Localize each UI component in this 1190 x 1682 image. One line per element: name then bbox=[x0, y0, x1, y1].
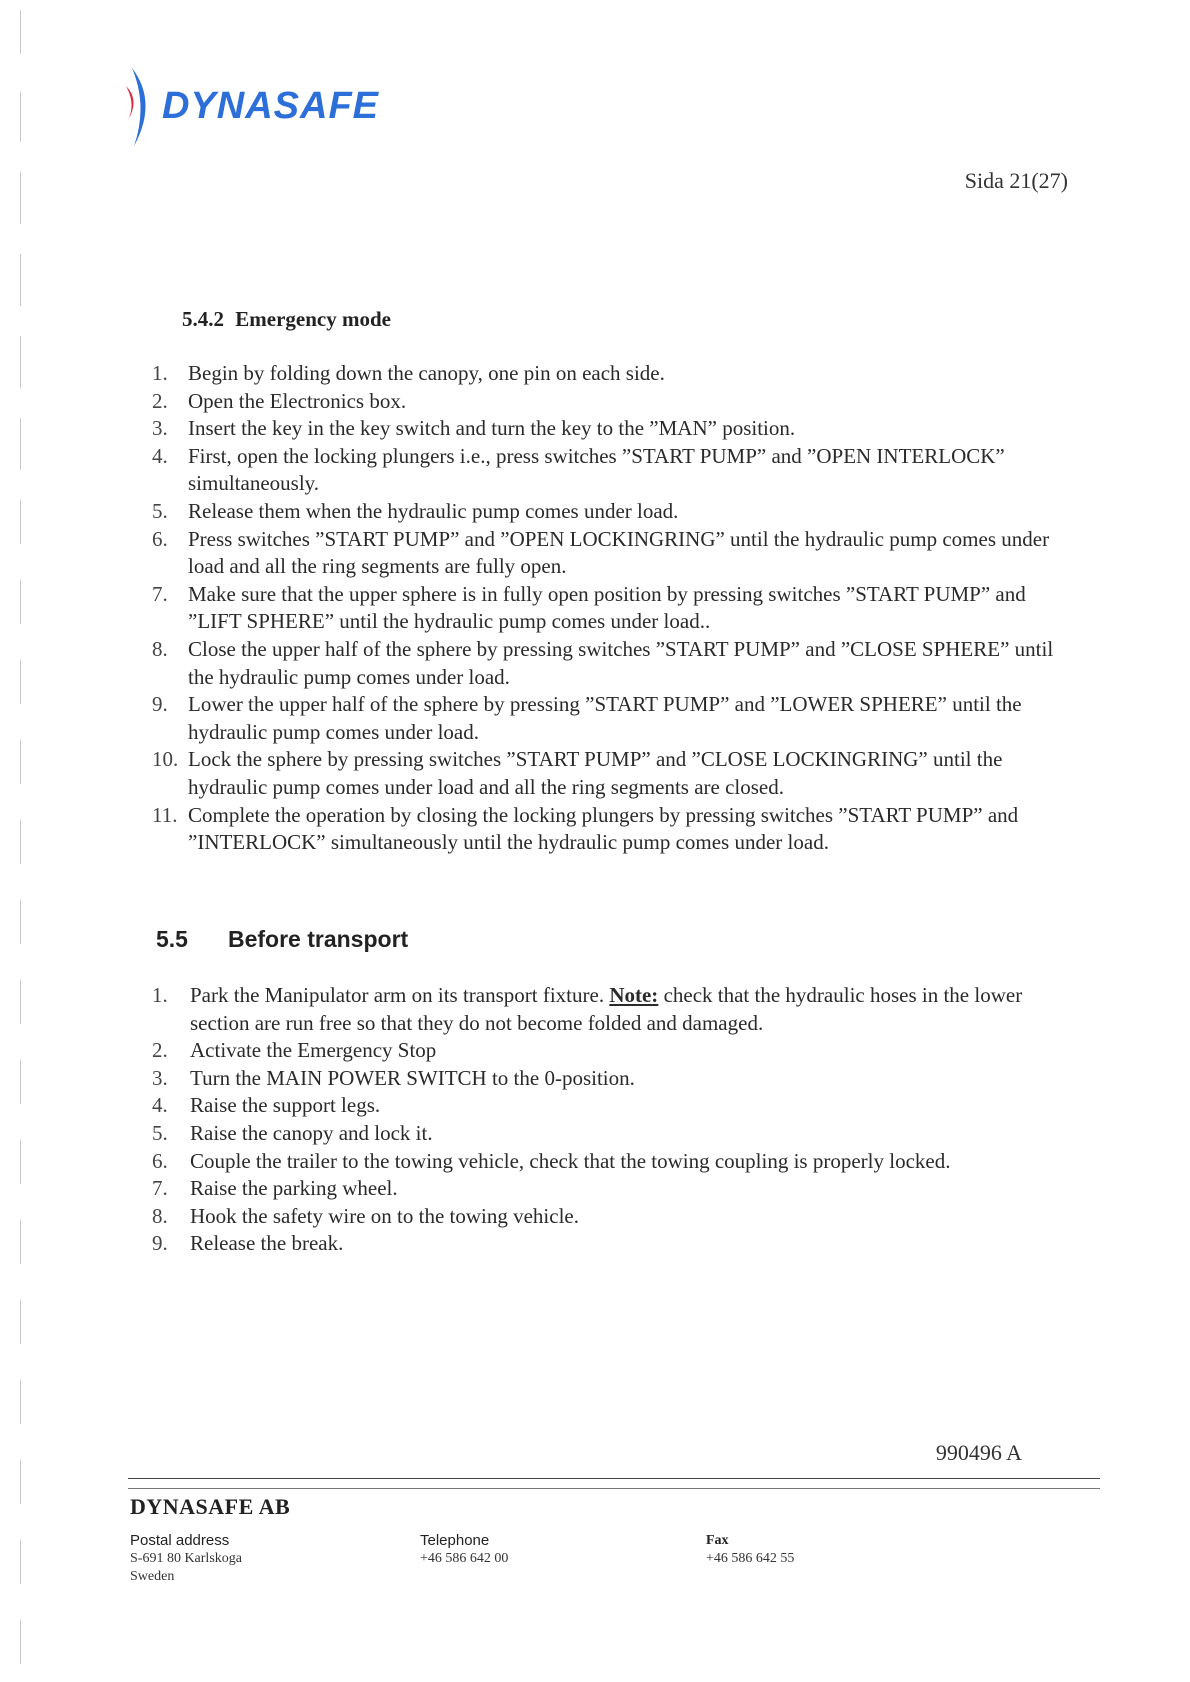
section-number: 5.5 bbox=[156, 926, 188, 952]
dynasafe-swoosh-icon bbox=[118, 60, 158, 152]
step-text: Lower the upper half of the sphere by pressing ”START PUMP” and ”LOWER SPHERE” until the hydraulic pump comes under load. bbox=[188, 692, 1022, 744]
step-number: 7. bbox=[152, 1176, 168, 1201]
step-text: Activate the Emergency Stop bbox=[190, 1038, 437, 1063]
logo-text: DYNASAFE bbox=[162, 84, 380, 127]
step-number: 9. bbox=[152, 1231, 168, 1256]
step-number: 4. bbox=[152, 1093, 168, 1118]
step-text-before-note: Park the Manipulator arm on its transport fixture. bbox=[190, 983, 605, 1007]
transport-steps-list bbox=[152, 982, 1082, 1258]
step-text: Press switches ”START PUMP” and ”OPEN LOCKINGRING” until the hydraulic pump comes under load and all the ring segments are fully open. bbox=[188, 526, 1050, 579]
step-number: 3. bbox=[152, 1065, 168, 1090]
list-item bbox=[152, 802, 1082, 857]
fax-value: +46 586 642 55 bbox=[706, 1551, 795, 1566]
document-code: 990496 A bbox=[935, 1440, 1022, 1465]
step-text: Release the break. bbox=[190, 1231, 344, 1256]
step-text: Release them when the hydraulic pump comes under load. bbox=[188, 498, 679, 523]
step-number: 6. bbox=[152, 526, 168, 551]
emergency-steps-list bbox=[152, 360, 1082, 857]
step-number: 7. bbox=[152, 581, 168, 606]
list-item bbox=[152, 1148, 1082, 1176]
step-number: 5. bbox=[152, 1120, 168, 1145]
step-text: Raise the canopy and lock it. bbox=[190, 1120, 433, 1145]
section-heading-emergency bbox=[182, 307, 391, 332]
telephone-label: Telephone bbox=[420, 1532, 490, 1549]
section-number: 5.4.2 bbox=[182, 307, 224, 331]
step-text: Lock the sphere by pressing switches ”START PUMP” and ”CLOSE LOCKINGRING” until the hydraulic pump comes under load and all the ring segments are closed. bbox=[188, 747, 1003, 799]
step-number: 1. bbox=[152, 983, 168, 1007]
binder-hole-marks bbox=[14, 0, 44, 1682]
list-item bbox=[152, 498, 1082, 526]
footer-divider-secondary bbox=[128, 1488, 1100, 1489]
step-number: 8. bbox=[152, 1203, 168, 1228]
step-text: Insert the key in the key switch and turn the key to the ”MAN” position. bbox=[188, 416, 796, 441]
step-text: Close the upper half of the sphere by pressing switches ”START PUMP” and ”CLOSE SPHERE” until the hydraulic pump comes under load. bbox=[188, 636, 1054, 689]
footer-postal-address bbox=[130, 1532, 242, 1586]
step-number: 11. bbox=[152, 802, 178, 827]
step-text-after-note: check that the hydraulic hoses in the lower section are run free so that they do not become folded and damaged. bbox=[190, 983, 1023, 1035]
telephone-value: +46 586 642 00 bbox=[420, 1551, 509, 1566]
step-number: 2. bbox=[152, 1038, 168, 1063]
list-item bbox=[152, 1065, 1082, 1093]
step-number: 9. bbox=[152, 692, 168, 717]
list-item bbox=[152, 691, 1082, 746]
list-item bbox=[152, 1203, 1082, 1231]
step-text: Raise the parking wheel. bbox=[190, 1176, 398, 1201]
list-item bbox=[152, 1120, 1082, 1148]
footer-fax bbox=[706, 1532, 794, 1568]
step-text: Couple the trailer to the towing vehicle, check that the towing coupling is properly locked. bbox=[190, 1148, 951, 1173]
step-number: 6. bbox=[152, 1148, 168, 1173]
company-logo bbox=[118, 60, 379, 152]
step-text: First, open the locking plungers i.e., press switches ”START PUMP” and ”OPEN INTERLOCK” simultaneously. bbox=[188, 443, 1005, 496]
list-item bbox=[152, 982, 1082, 1037]
list-item bbox=[152, 1230, 1082, 1258]
list-item bbox=[152, 1037, 1082, 1065]
step-number: 8. bbox=[152, 636, 168, 661]
note-label: Note: bbox=[609, 983, 659, 1007]
step-text: Raise the support legs. bbox=[190, 1093, 381, 1118]
postal-line-2: Sweden bbox=[130, 1569, 175, 1584]
section-title: Emergency mode bbox=[235, 307, 391, 331]
step-text: Begin by folding down the canopy, one pin on each side. bbox=[188, 361, 665, 385]
list-item bbox=[152, 1092, 1082, 1120]
step-number: 2. bbox=[152, 388, 168, 413]
fax-label: Fax bbox=[706, 1533, 729, 1548]
postal-label: Postal address bbox=[130, 1532, 230, 1549]
step-number: 4. bbox=[152, 443, 168, 468]
step-text: Hook the safety wire on to the towing vehicle. bbox=[190, 1203, 579, 1228]
postal-line-1: S-691 80 Karlskoga bbox=[130, 1551, 242, 1566]
step-text: Make sure that the upper sphere is in fully open position by pressing switches ”START PUMP” and ”LIFT SPHERE” until the hydraulic pump comes under load.. bbox=[188, 581, 1026, 634]
page-number: Sida 21(27) bbox=[964, 168, 1068, 193]
list-item bbox=[152, 636, 1082, 691]
step-number: 1. bbox=[152, 361, 168, 385]
step-text: Open the Electronics box. bbox=[188, 388, 407, 413]
list-item bbox=[152, 415, 1082, 443]
section-heading-transport bbox=[156, 926, 408, 953]
list-item bbox=[152, 388, 1082, 416]
list-item bbox=[152, 1175, 1082, 1203]
step-number: 3. bbox=[152, 416, 168, 441]
list-item bbox=[152, 746, 1082, 801]
list-item bbox=[152, 360, 1082, 388]
footer-company-name: DYNASAFE AB bbox=[130, 1494, 291, 1519]
list-item bbox=[152, 443, 1082, 498]
section-title: Before transport bbox=[227, 926, 409, 952]
step-number: 10. bbox=[152, 747, 179, 772]
list-item bbox=[152, 581, 1082, 636]
footer-telephone bbox=[420, 1532, 508, 1568]
footer-divider bbox=[128, 1478, 1100, 1479]
step-text: Turn the MAIN POWER SWITCH to the 0-position. bbox=[190, 1065, 635, 1090]
step-text: Complete the operation by closing the locking plungers by pressing switches ”START PUMP” and ”INTERLOCK” simultaneously until the hydraulic pump comes under load. bbox=[188, 802, 1019, 855]
list-item bbox=[152, 526, 1082, 581]
step-number: 5. bbox=[152, 498, 168, 523]
